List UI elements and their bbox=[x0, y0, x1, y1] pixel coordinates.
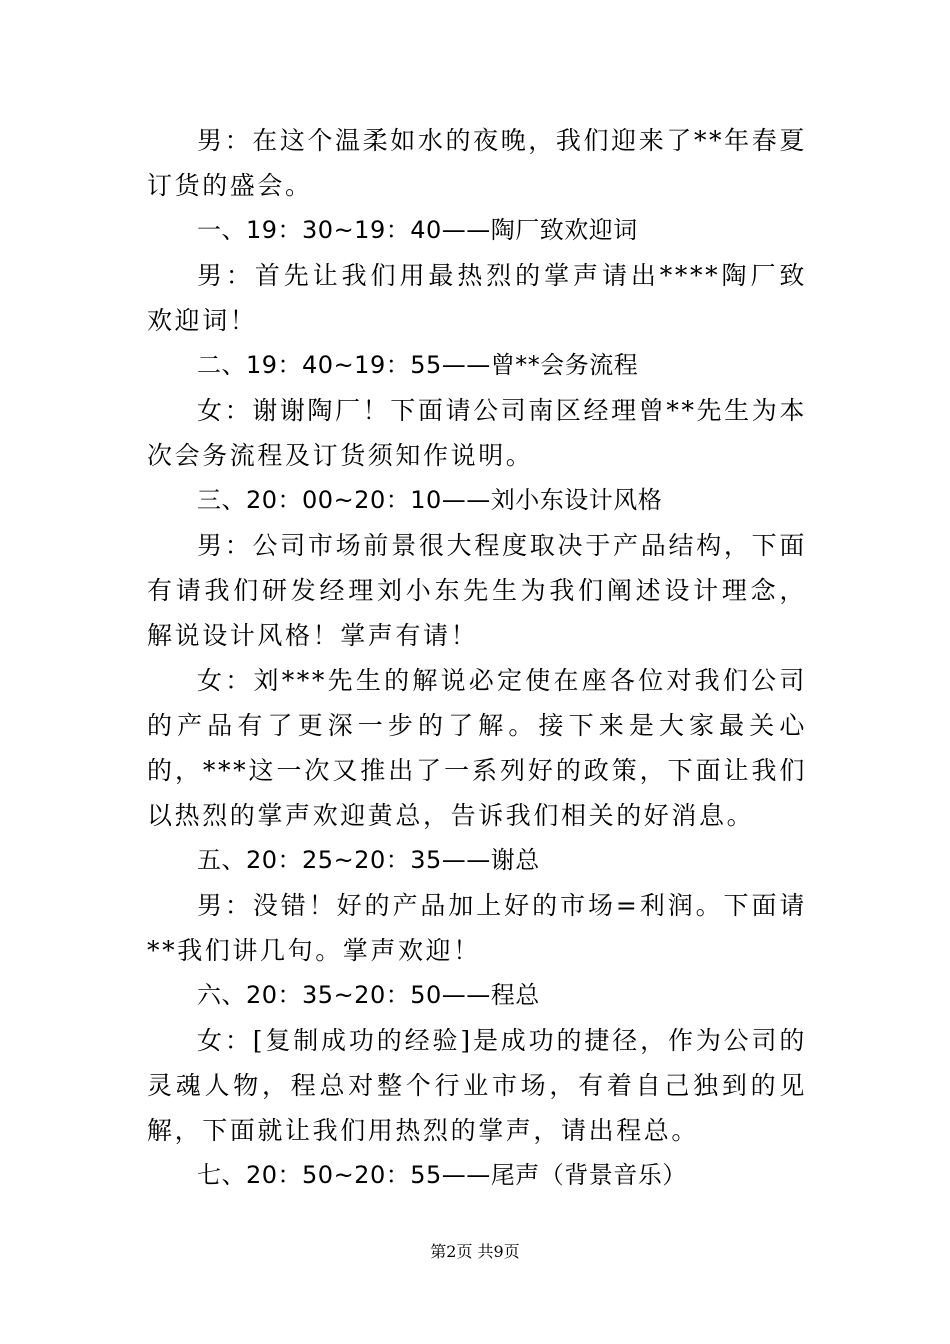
dialogue-paragraph: 女：[复制成功的经验]是成功的捷径，作为公司的灵魂人物，程总对整个行业市场，有着自己独到的见解，下面就让我们用热烈的掌声，请出程总。 bbox=[147, 1026, 807, 1145]
dialogue-paragraph: 男：公司市场前景很大程度取决于产品结构，下面有请我们研发经理刘小东先生为我们阐述设计理念，解说设计风格！掌声有请！ bbox=[147, 531, 807, 650]
section-heading: 三、20：00~20：10——刘小东设计风格 bbox=[197, 486, 663, 514]
dialogue-paragraph: 男：在这个温柔如水的夜晚，我们迎来了**年春夏订货的盛会。 bbox=[147, 126, 807, 200]
section-heading: 五、20：25~20：35——谢总 bbox=[197, 846, 540, 874]
section-heading: 七、20：50~20：55——尾声（背景音乐） bbox=[197, 1161, 687, 1189]
dialogue-paragraph: 男：首先让我们用最热烈的掌声请出****陶厂致欢迎词！ bbox=[147, 261, 807, 335]
dialogue-paragraph: 女：谢谢陶厂！下面请公司南区经理曾**先生为本次会务流程及订货须知作说明。 bbox=[147, 396, 807, 470]
page-number-footer: 第2页 共9页 bbox=[430, 1242, 520, 1261]
section-heading: 六、20：35~20：50——程总 bbox=[197, 981, 540, 1009]
section-heading: 一、19：30~19：40——陶厂致欢迎词 bbox=[197, 216, 638, 244]
dialogue-paragraph: 男：没错！好的产品加上好的市场=利润。下面请**我们讲几句。掌声欢迎！ bbox=[147, 891, 807, 965]
document-body bbox=[147, 118, 807, 1198]
dialogue-paragraph: 女：刘***先生的解说必定使在座各位对我们公司的产品有了更深一步的了解。接下来是大家最关心的，***这一次又推出了一系列好的政策，下面让我们以热烈的掌声欢迎黄总，告诉我们相关的好消息。 bbox=[147, 666, 807, 830]
section-heading: 二、19：40~19：55——曾**会务流程 bbox=[197, 351, 639, 379]
